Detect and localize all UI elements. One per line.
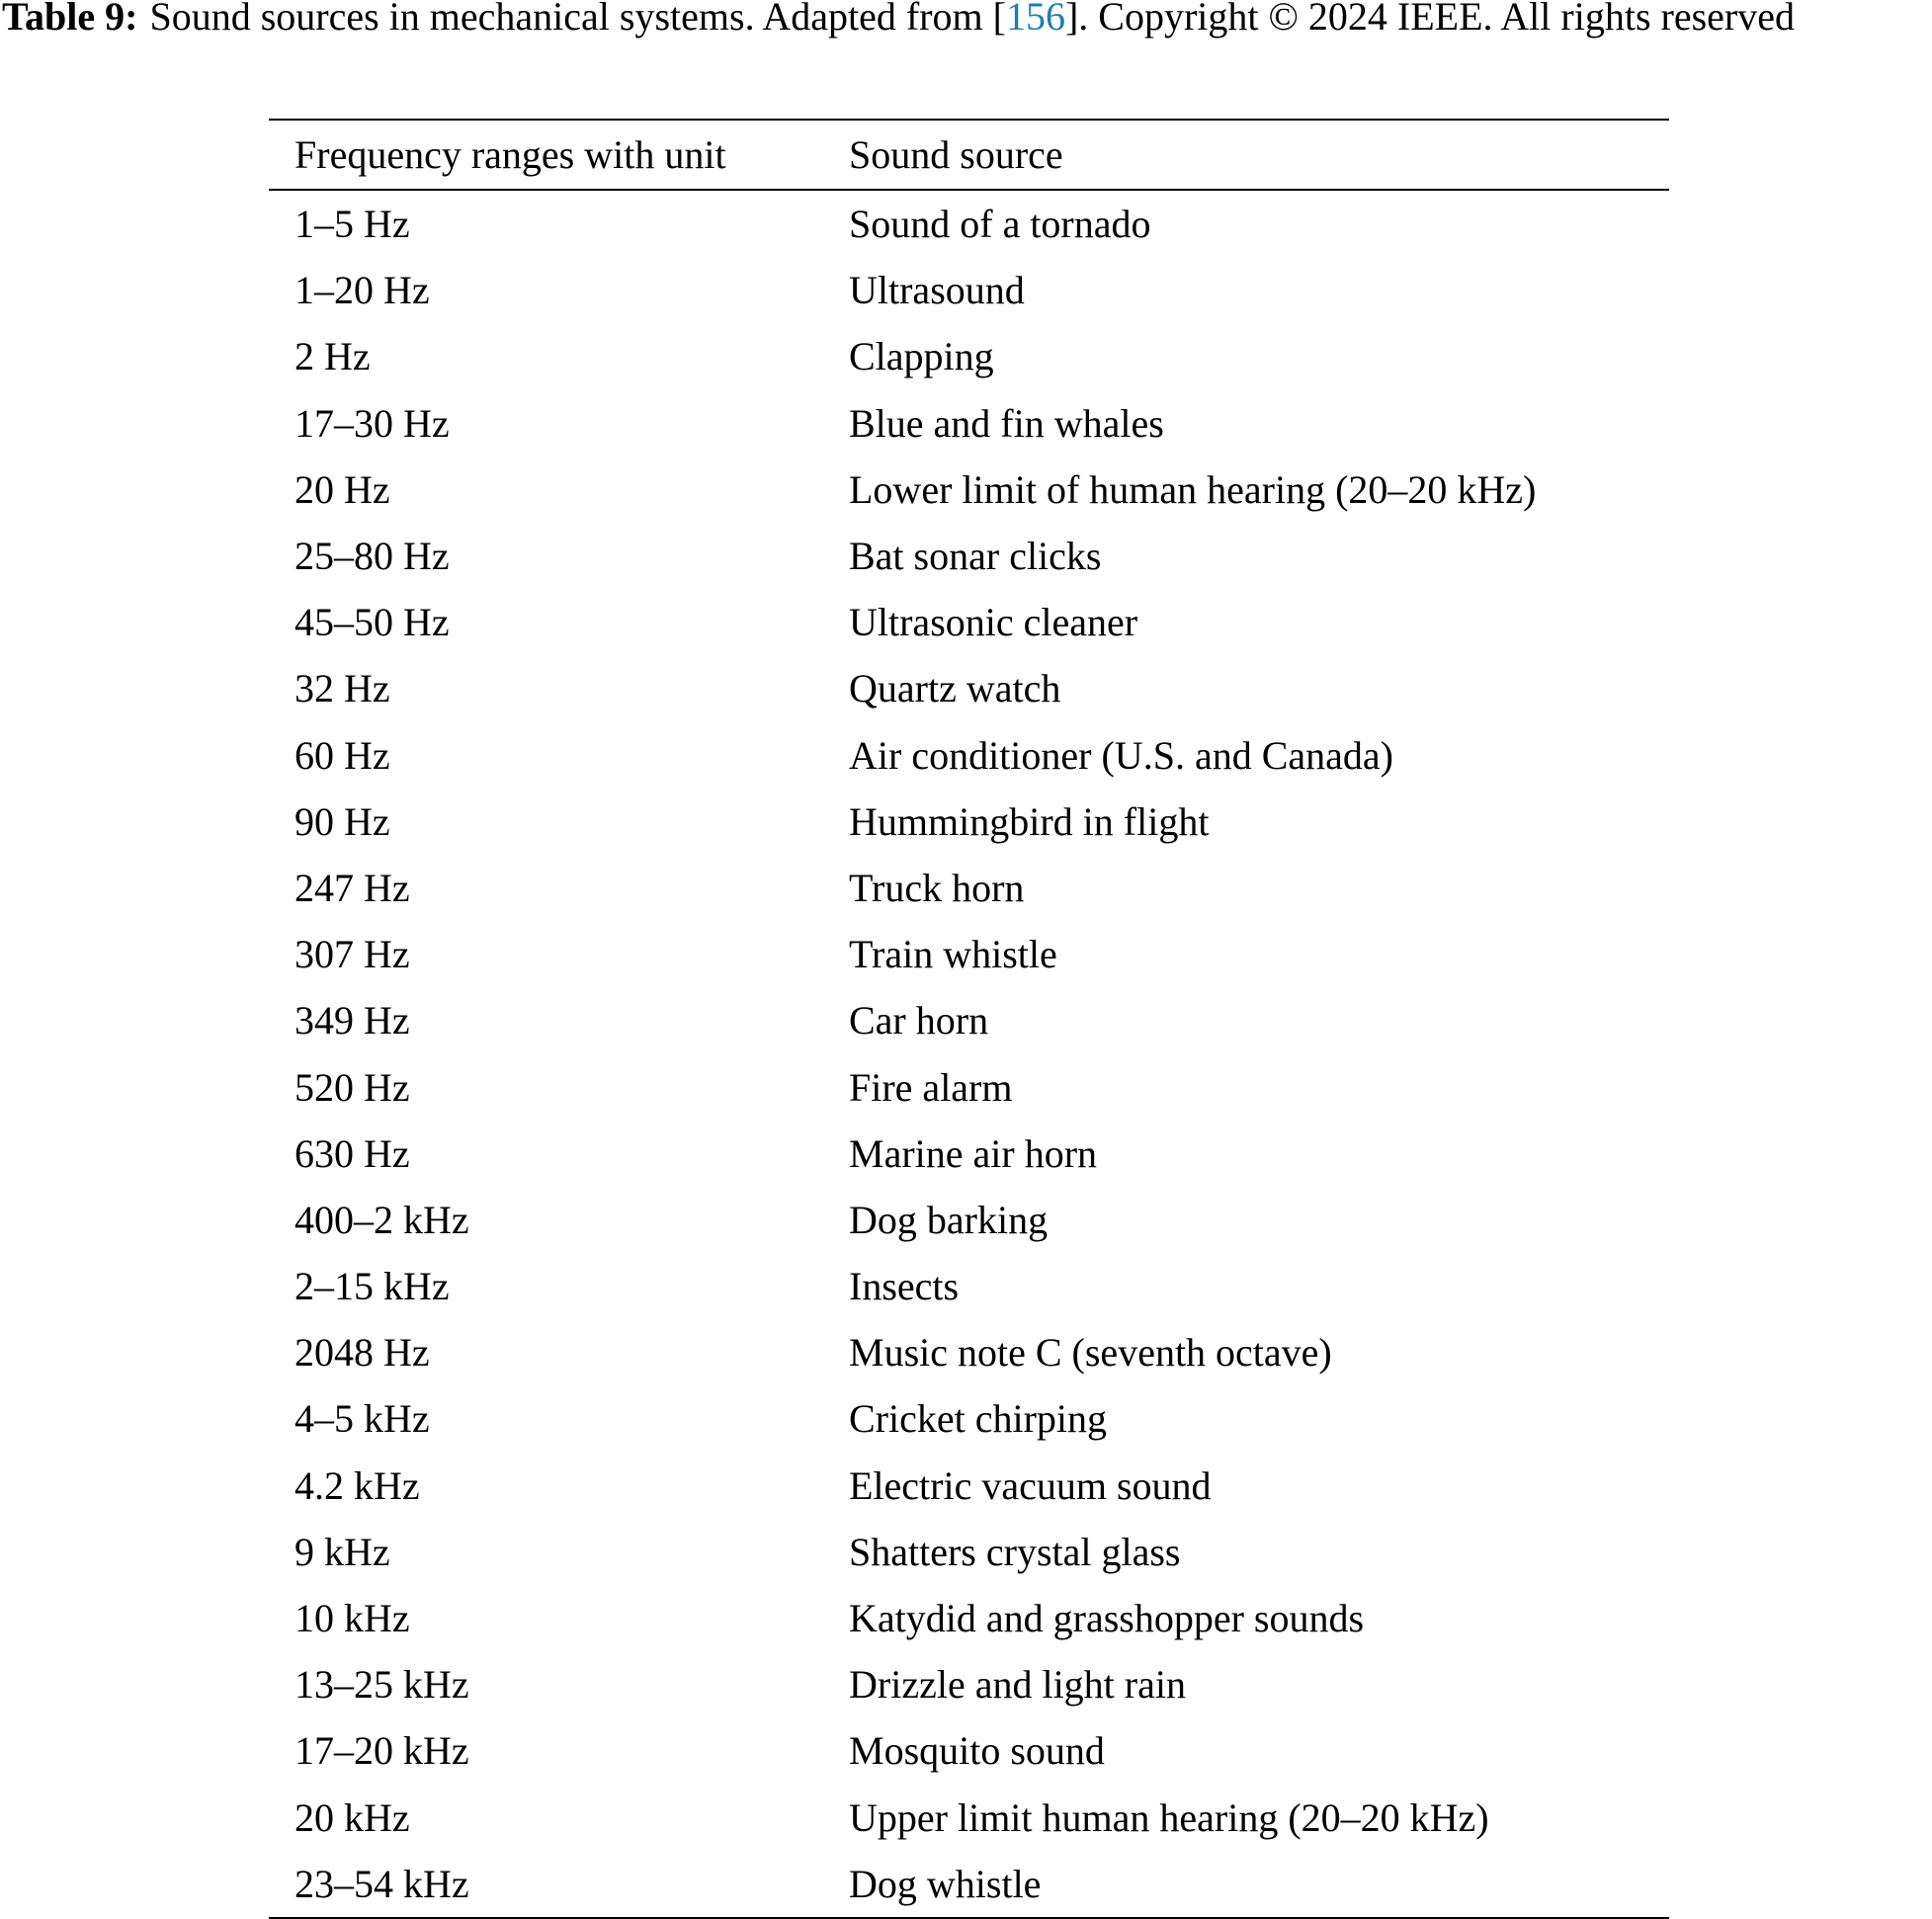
column-header-frequency: Frequency ranges with unit	[294, 132, 726, 177]
table-row	[269, 1253, 1669, 1319]
frequency-cell: 32 Hz	[294, 666, 390, 711]
frequency-cell: 630 Hz	[294, 1130, 410, 1176]
sound-source-cell: Electric vacuum sound	[849, 1462, 1212, 1508]
reference-link[interactable]: 156	[1005, 0, 1065, 39]
sound-source-cell: Mosquito sound	[849, 1728, 1105, 1774]
sound-source-cell: Cricket chirping	[849, 1396, 1108, 1442]
frequency-cell: 400–2 kHz	[294, 1197, 469, 1242]
sound-source-cell: Dog whistle	[849, 1861, 1042, 1906]
table-row	[269, 190, 1669, 257]
table-row	[269, 323, 1669, 389]
frequency-cell: 2048 Hz	[294, 1330, 430, 1376]
table-header-row	[269, 120, 1669, 190]
table-row	[269, 1453, 1669, 1519]
sound-source-cell: Blue and fin whales	[849, 400, 1164, 446]
frequency-cell: 2 Hz	[294, 334, 371, 379]
table-row	[269, 257, 1669, 323]
table-row	[269, 789, 1669, 855]
sound-source-cell: Dog barking	[849, 1197, 1049, 1242]
table-row	[269, 523, 1669, 589]
frequency-cell: 349 Hz	[294, 998, 410, 1043]
frequency-cell: 23–54 kHz	[294, 1861, 469, 1906]
sound-source-cell: Upper limit human hearing (20–20 kHz)	[849, 1794, 1489, 1840]
table-row	[269, 855, 1669, 921]
sound-source-cell: Ultrasound	[849, 268, 1025, 313]
sound-sources-table	[269, 119, 1669, 1919]
frequency-cell: 45–50 Hz	[294, 600, 450, 645]
table-caption-label: Table 9:	[2, 0, 138, 39]
sound-source-cell: Insects	[849, 1264, 960, 1309]
table-row	[269, 1187, 1669, 1253]
table-row	[269, 390, 1669, 457]
sound-source-cell: Sound of a tornado	[849, 202, 1151, 247]
sound-source-cell: Air conditioner (U.S. and Canada)	[849, 732, 1393, 778]
sound-source-cell: Bat sonar clicks	[849, 534, 1102, 579]
table-row	[269, 1053, 1669, 1120]
table-row	[269, 1717, 1669, 1784]
table-row	[269, 1319, 1669, 1385]
table-row	[269, 655, 1669, 721]
table-row	[269, 1851, 1669, 1918]
sound-source-cell: Car horn	[849, 998, 989, 1043]
table-body	[269, 190, 1669, 1918]
sound-source-cell: Drizzle and light rain	[849, 1662, 1186, 1708]
table-row	[269, 722, 1669, 789]
table-row	[269, 921, 1669, 987]
sound-source-cell: Shatters crystal glass	[849, 1529, 1181, 1574]
table-caption	[2, 0, 1932, 42]
frequency-cell: 25–80 Hz	[294, 534, 450, 579]
table-row	[269, 457, 1669, 523]
table-row	[269, 1585, 1669, 1651]
table-row	[269, 1385, 1669, 1452]
table-row	[269, 1519, 1669, 1585]
frequency-cell: 20 kHz	[294, 1794, 410, 1840]
sound-source-cell: Katydid and grasshopper sounds	[849, 1596, 1365, 1641]
sound-source-cell: Fire alarm	[849, 1064, 1013, 1110]
sound-source-cell: Music note C (seventh octave)	[849, 1330, 1332, 1376]
table-caption-text-end: ]. Copyright © 2024 IEEE. All rights reserved	[1064, 0, 1795, 39]
table-header	[269, 120, 1669, 190]
table-row	[269, 1651, 1669, 1717]
frequency-cell: 307 Hz	[294, 932, 410, 977]
column-header-sound-source: Sound source	[849, 132, 1063, 177]
frequency-cell: 2–15 kHz	[294, 1264, 450, 1309]
frequency-cell: 520 Hz	[294, 1064, 410, 1110]
frequency-cell: 247 Hz	[294, 865, 410, 910]
sound-source-cell: Hummingbird in flight	[849, 798, 1210, 844]
sound-source-cell: Ultrasonic cleaner	[849, 600, 1138, 645]
sound-source-cell: Train whistle	[849, 932, 1057, 977]
frequency-cell: 1–20 Hz	[294, 268, 430, 313]
frequency-cell: 9 kHz	[294, 1529, 390, 1574]
table-row	[269, 987, 1669, 1053]
frequency-cell: 1–5 Hz	[294, 202, 410, 247]
sound-source-cell: Marine air horn	[849, 1130, 1098, 1176]
sound-source-cell: Lower limit of human hearing (20–20 kHz)	[849, 466, 1537, 512]
frequency-cell: 90 Hz	[294, 798, 390, 844]
table-row	[269, 1785, 1669, 1851]
table-row	[269, 589, 1669, 655]
table-caption-text: Sound sources in mechanical systems. Adapted from [	[149, 0, 1006, 39]
frequency-cell: 17–30 Hz	[294, 400, 450, 446]
frequency-cell: 4–5 kHz	[294, 1396, 430, 1442]
sound-sources-table-container	[269, 119, 1669, 1919]
frequency-cell: 4.2 kHz	[294, 1462, 420, 1508]
sound-source-cell: Truck horn	[849, 865, 1025, 910]
frequency-cell: 17–20 kHz	[294, 1728, 469, 1774]
frequency-cell: 20 Hz	[294, 466, 390, 512]
sound-source-cell: Quartz watch	[849, 666, 1061, 711]
table-row	[269, 1121, 1669, 1187]
frequency-cell: 10 kHz	[294, 1596, 410, 1641]
frequency-cell: 13–25 kHz	[294, 1662, 469, 1708]
frequency-cell: 60 Hz	[294, 732, 390, 778]
sound-source-cell: Clapping	[849, 334, 994, 379]
